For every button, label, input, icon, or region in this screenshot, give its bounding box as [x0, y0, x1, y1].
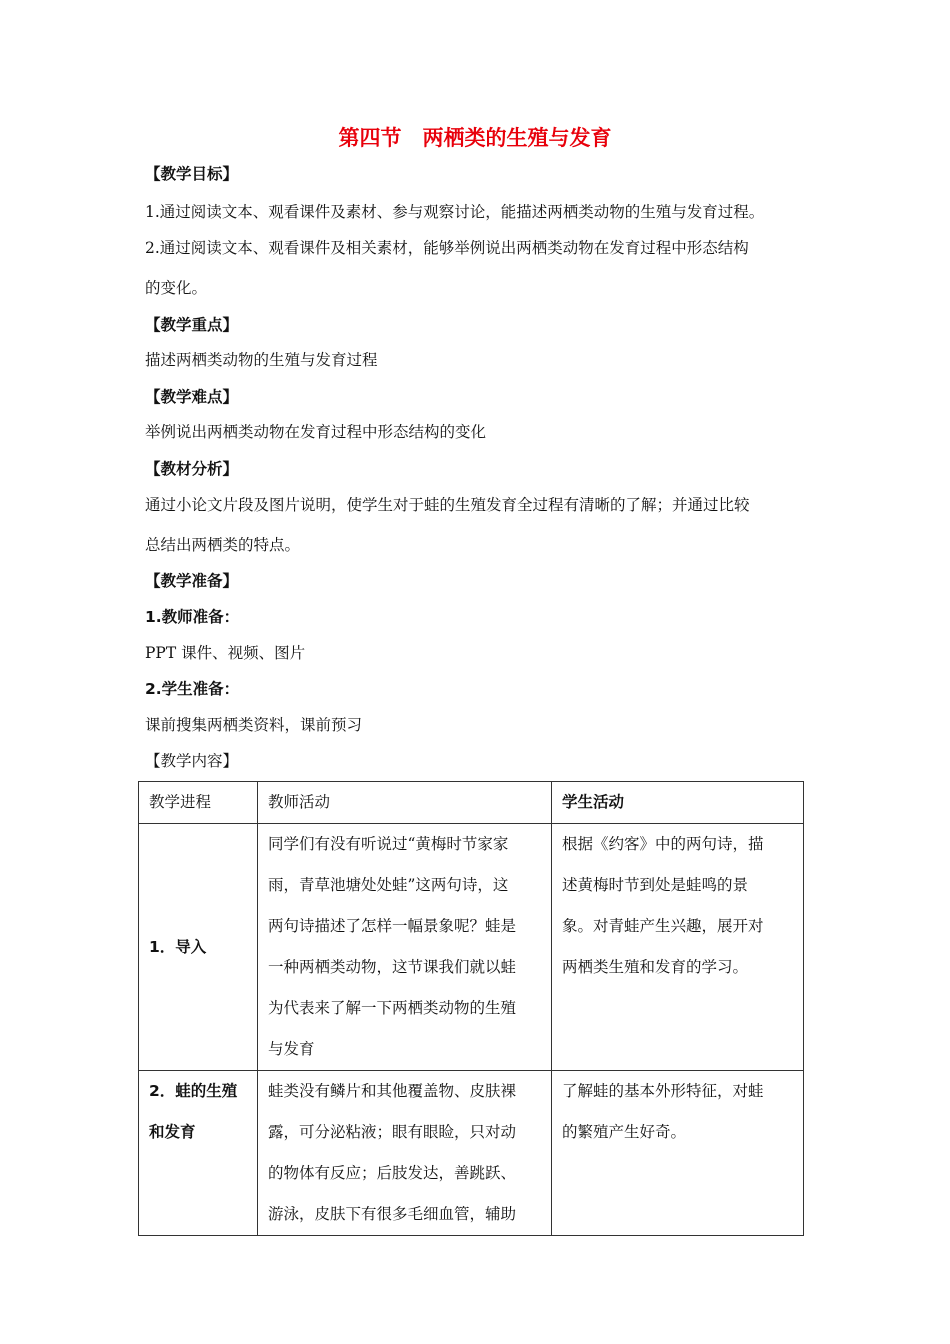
student-line: 了解蛙的基本外形特征，对蛙	[562, 1082, 764, 1100]
difficulties-heading: 【教学难点】	[145, 388, 239, 406]
stage-cell	[139, 1071, 258, 1236]
teacher-line: 露，可分泌粘液；眼有眼睑，只对动	[268, 1123, 517, 1141]
difficulties-text: 举例说出两栖类动物在发育过程中形态结构的变化	[145, 423, 487, 441]
stage-label-line: 2．蛙的生殖	[149, 1082, 238, 1100]
objectives-heading: 【教学目标】	[145, 165, 239, 183]
student-line: 根据《约客》中的两句诗，描	[562, 835, 764, 853]
student-prep-text: 课前搜集两栖类资料，课前预习	[145, 716, 363, 734]
analysis-line-1: 通过小论文片段及图片说明，使学生对于蛙的生殖发育全过程有清晰的了解；并通过比较	[145, 496, 750, 514]
teacher-line: 为代表来了解一下两栖类动物的生殖	[268, 999, 517, 1017]
objective-item-2-line-2: 的变化。	[145, 279, 208, 297]
student-line: 的繁殖产生好奇。	[562, 1123, 687, 1141]
teacher-line: 雨，青草池塘处处蛙”这两句诗，这	[268, 876, 509, 894]
table-row	[139, 824, 804, 1071]
analysis-heading: 【教材分析】	[145, 460, 239, 478]
stage-label-line: 和发育	[149, 1123, 196, 1141]
teacher-line: 与发育	[268, 1040, 315, 1058]
stage-label: 1．导入	[149, 937, 207, 956]
teacher-line: 游泳，皮肤下有很多毛细血管，辅助	[268, 1205, 517, 1223]
table-row	[139, 1071, 804, 1236]
table-header-row	[139, 782, 804, 824]
student-activity-cell	[552, 824, 804, 1071]
teacher-activity-cell	[258, 824, 552, 1071]
teacher-activity-cell	[258, 1071, 552, 1236]
header-student: 学生活动	[552, 782, 804, 824]
header-teacher: 教师活动	[258, 782, 552, 824]
teacher-line: 同学们有没有听说过“黄梅时节家家	[268, 835, 509, 853]
page-title: 第四节 两栖类的生殖与发育	[338, 126, 612, 150]
student-line: 述黄梅时节到处是蛙鸣的景	[562, 876, 749, 894]
student-line: 两栖类生殖和发育的学习。	[562, 958, 749, 976]
stage-cell	[139, 824, 258, 1071]
teacher-prep-text: PPT 课件、视频、图片	[145, 644, 306, 662]
student-prep-heading: 2.学生准备：	[145, 680, 240, 698]
teacher-prep-heading: 1.教师准备：	[145, 608, 240, 626]
content-heading: 【教学内容】	[145, 752, 239, 770]
teacher-line: 蛙类没有鳞片和其他覆盖物、皮肤裸	[268, 1082, 517, 1100]
preparation-heading: 【教学准备】	[145, 572, 239, 590]
student-activity-cell	[552, 1071, 804, 1236]
key-points-text: 描述两栖类动物的生殖与发育过程	[145, 351, 378, 369]
objective-item-2-line-1: 2.通过阅读文本、观看课件及相关素材，能够举例说出两栖类动物在发育过程中形态结构	[145, 239, 749, 257]
objective-item-1: 1.通过阅读文本、观看课件及素材、参与观察讨论，能描述两栖类动物的生殖与发育过程。	[145, 203, 765, 221]
analysis-line-2: 总结出两栖类的特点。	[145, 536, 301, 554]
lesson-table	[138, 781, 804, 1236]
key-points-heading: 【教学重点】	[145, 316, 239, 334]
header-stage: 教学进程	[139, 782, 258, 824]
teacher-line: 两句诗描述了怎样一幅景象呢？蛙是	[268, 917, 517, 935]
teacher-line: 的物体有反应；后肢发达，善跳跃、	[268, 1164, 517, 1182]
teacher-line: 一种两栖类动物，这节课我们就以蛙	[268, 958, 517, 976]
student-line: 象。对青蛙产生兴趣，展开对	[562, 917, 764, 935]
